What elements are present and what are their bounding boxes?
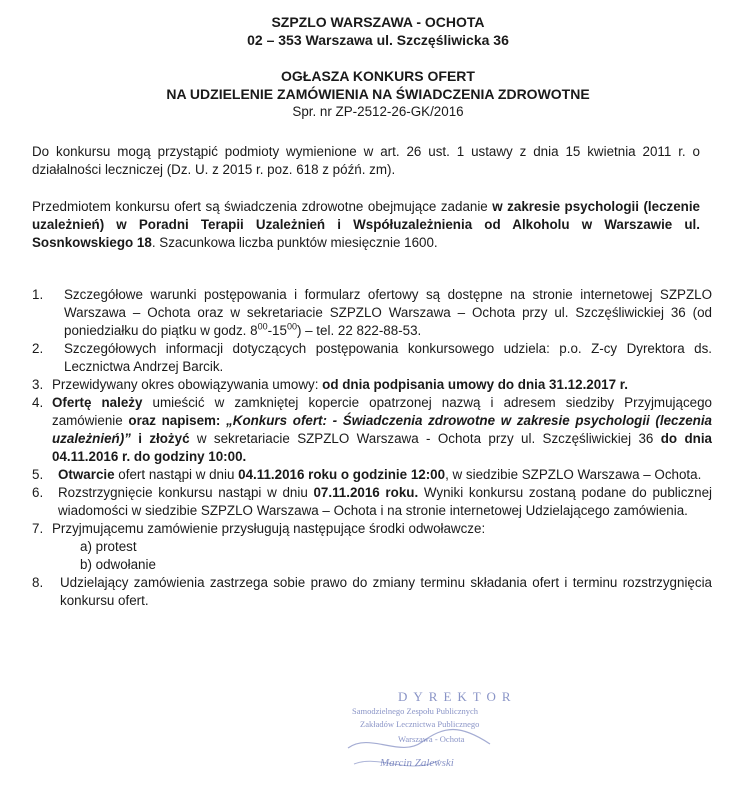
announcement-title: OGŁASZA KONKURS OFERT [281, 68, 475, 84]
item-text: Przyjmującemu zamówienie przysługują następujące środki odwoławcze: [52, 521, 486, 536]
item-text-part: w sekretariacie SZPZLO Warszawa - Ochota przy ul. Szczęśliwickiej 36 [189, 431, 661, 446]
item-number: 1. [32, 287, 44, 302]
subject-points: . Szacunkowa liczba punktów miesięcznie 1600. [151, 235, 438, 250]
subject-text: Przedmiotem konkursu ofert są świadczenia zdrowotne obejmujące zadanie [32, 199, 493, 214]
stamp-line: Warszawa - Ochota [398, 734, 465, 744]
stamp-title: DYREKTOR [398, 689, 517, 704]
list-item [32, 394, 712, 466]
item-number: 6. [32, 485, 44, 500]
item-text [52, 376, 712, 394]
item-number: 3. [32, 377, 44, 392]
item-text-part: , w siedzibie SZPZLO Warszawa – Ochota. [445, 467, 702, 482]
list-item [32, 376, 712, 394]
eligibility-paragraph: Do konkursu mogą przystąpić podmioty wymienione w art. 26 ust. 1 ustawy z dnia 15 kwietnia 2011 r. o działalności leczniczej (Dz. U. z 2015 r. poz. 618 z późń. zm). [32, 144, 700, 177]
sub-item-appeal: b) odwołanie [80, 557, 156, 572]
stamp-line: Zakładów Lecznictwa Publicznego [360, 719, 480, 729]
reference-number: Spr. nr ZP-2512-26-GK/2016 [292, 104, 464, 119]
item-text [64, 286, 712, 340]
item-text-part: Przewidywany okres obowiązywania umowy: [52, 377, 323, 392]
list-item [32, 574, 712, 610]
director-stamp [340, 684, 530, 794]
item-text: Udzielający zamówienia zastrzega sobie prawo do zmiany terminu składania ofert i terminu rozstrzygnięcia konkursu ofert. [60, 575, 712, 608]
contract-period: od dnia podpisania umowy do dnia 31.12.2017 r. [322, 377, 628, 392]
list-item [32, 466, 712, 484]
item-text-part: ) – tel. 22 822-88-53. [296, 323, 422, 338]
item-number: 7. [32, 521, 44, 536]
resolution-date: 07.11.2016 roku. [313, 485, 419, 500]
subject-paragraph [32, 198, 700, 252]
superscript: 00 [286, 321, 297, 332]
item-text-part: Szczegółowe warunki postępowania i formularz ofertowy są dostępne na stronie internetowej SZPZLO Warszawa – Ochota oraz w sekretariacie SZPZLO Warszawa – Ochota przy ul. Szczęśliwickiej 36 (od poniedziałku do piątku w godz. 8 [64, 287, 712, 338]
list-item [32, 484, 712, 520]
superscript: 00 [257, 321, 268, 332]
stamp-line: Samodzielnego Zespołu Publicznych [352, 706, 479, 716]
list-item [32, 286, 712, 340]
sub-item-protest: a) protest [80, 539, 137, 554]
item-text-part: Wyniki konkursu zostaną podane do publicznej wiadomości w siedzibie SZPZLO Warszawa – Ochota i na stronie internetowej Udzielającego zamówienia. [58, 485, 712, 518]
item-number: 8. [32, 575, 44, 590]
item-text-part: umieścić w zamkniętej kopercie opatrzonej nazwą i adresem siedziby Przyjmującego zamówienie [52, 395, 712, 428]
organization-address: 02 – 353 Warszawa ul. Szczęśliwicka 36 [247, 32, 509, 48]
item-text-part: Rozstrzygnięcie konkursu nastąpi w dniu [58, 485, 314, 500]
item-text-part: -15 [267, 323, 287, 338]
item-number: 4. [32, 395, 44, 410]
item-text-part: Otwarcie [58, 467, 115, 482]
item-text [58, 484, 712, 520]
conditions-list [32, 286, 712, 610]
item-number: 5. [32, 467, 44, 482]
list-item [32, 340, 712, 376]
announcement-subtitle: NA UDZIELENIE ZAMÓWIENIA NA ŚWIADCZENIA ZDROWOTNE [166, 86, 590, 102]
opening-date: 04.11.2016 roku o godzinie 12:00 [238, 467, 446, 482]
item-text [58, 466, 712, 484]
item-number: 2. [32, 341, 44, 356]
item-text-part: i złożyć [130, 431, 190, 446]
item-text [52, 394, 712, 466]
item-text-part: Ofertę należy [52, 395, 143, 410]
envelope-label: „Konkurs ofert: - Świadczenia zdrowotne w zakresie psychologii (leczenia uzależnień)” [52, 413, 712, 446]
stamp-signature: Marcin Zalewski [380, 757, 454, 769]
organization-name: SZPZLO WARSZAWA - OCHOTA [271, 14, 485, 30]
submission-deadline: do dnia 04.11.2016 r. do godziny 10:00. [52, 431, 712, 464]
list-item [32, 520, 712, 574]
item-text-part: ofert nastąpi w dniu [114, 467, 239, 482]
item-text-part: oraz napisem: [128, 413, 227, 428]
item-text: Szczegółowych informacji dotyczących postępowania konkursowego udziela: p.o. Z-cy Dyrektora ds. Lecznictwa Andrzej Barcik. [64, 341, 712, 374]
subject-scope: w zakresie psychologii (leczenie uzależnień) w Poradni Terapii Uzależnień i Współuzależnienia od Alkoholu w Warszawie ul. Sosnkowskiego 18 [32, 199, 701, 250]
